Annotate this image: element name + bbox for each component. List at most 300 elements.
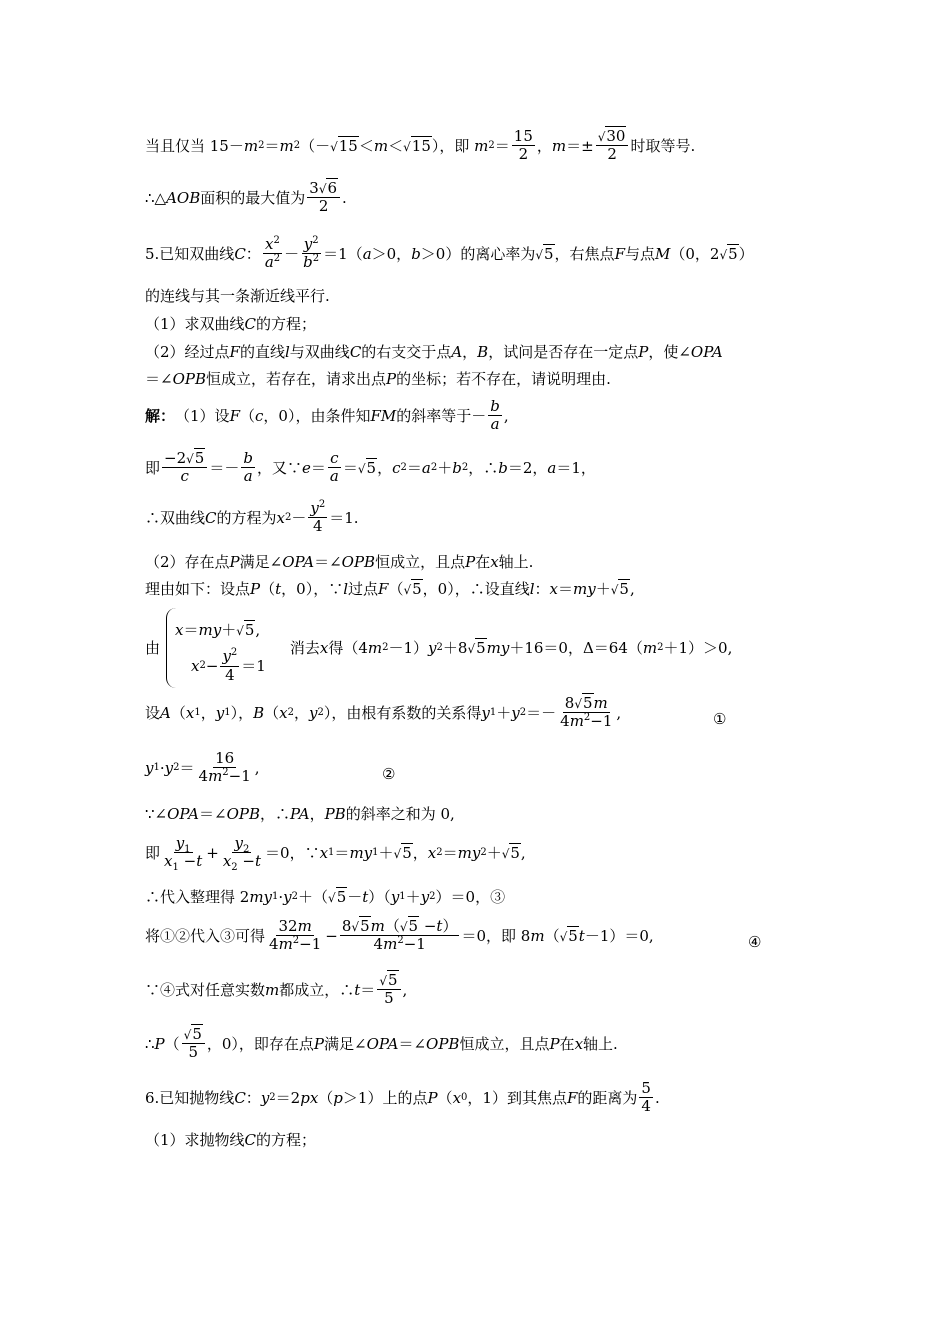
text: 5 [408,917,419,935]
text: 4 [198,767,209,786]
text [302,236,321,254]
text: ， [377,458,393,477]
text [372,936,428,953]
fraction-8sqrt5m [340,918,460,954]
text: 16 [215,749,235,767]
text: 5 [476,639,486,657]
text: . [654,1088,660,1107]
text: 的方程； [256,1131,317,1149]
radical-5 [719,245,738,263]
var-m: m [551,136,567,155]
text: ＋ [437,458,453,477]
text: , [503,406,509,425]
equation-system [166,608,270,688]
text: 4 [225,665,235,684]
text: ，∴ [468,458,499,477]
text [182,1026,205,1044]
math-variable: C [234,1088,246,1107]
math-variable: t [196,852,203,871]
text: ： [245,1088,261,1107]
math-variable: C [349,343,362,361]
text: 恒成立，且点 [375,553,466,571]
var-C: C [244,315,257,333]
text: √ [501,846,510,861]
radical [328,888,347,906]
text: （ [260,580,276,598]
math-variable: y [428,639,437,657]
text: ＋1）＞0, [663,639,733,657]
circled-2: ② [382,765,396,783]
circled-4: ④ [748,933,762,951]
subscript: 2 [231,862,238,874]
text: · [278,888,284,906]
superscript: 2 [273,235,280,246]
text: ）＝0，③ [435,888,506,906]
line-equality-condition: 当且仅当 15－ m 2 ＝ m 2 （－ √15 ＜ m ＜ √15 ），即 m 2 ＝ $\frac{15}{2}$ ， m ＝± $\frac{√30}{2}$ 时取等号. [145,127,696,164]
text: ＝ [183,621,199,639]
text: ＋（ [298,888,329,906]
math-variable: x [265,235,274,253]
text: 5 [641,1079,651,1097]
fraction-3sqrt6-over-2 [307,180,340,216]
radical [560,927,579,945]
text: ＋ [496,703,512,722]
problem-5-part-2-cont [145,370,611,388]
math-variable: y [215,703,225,722]
radical-5 [535,245,554,263]
math-variable: a [547,458,557,477]
solution-step-8 [145,805,455,823]
text: 5 [244,621,255,639]
solution-step-1 [145,398,509,434]
math-variable: x [175,621,184,639]
math-variable: c [330,449,339,467]
var-m: m [373,136,389,155]
text: , [254,758,260,777]
text: −1 [228,767,251,786]
solution-conclusion [145,1026,618,1062]
math-variable: x [490,553,499,571]
text: ＝∠ [314,553,342,571]
text: 3 [309,179,319,197]
text: （ [264,703,280,722]
radical [379,971,398,989]
math-variable: t [275,580,282,598]
text: ）， [230,703,254,722]
math-variable: B [253,703,265,722]
math-variable: F [229,406,240,425]
text [340,918,460,936]
solution-step-11 [145,918,654,954]
text: 的连线与其一条渐近线平行. [145,287,330,305]
math-variable: b [490,397,500,415]
text [307,180,340,198]
text: ＝ [310,458,326,477]
text: −1 [299,935,322,954]
text: －1）＝0, [584,926,654,945]
text: 都成立，∴ [279,980,355,999]
text: 的方程为 [216,508,277,527]
text: 的斜率之和为 0, [345,805,455,823]
math-variable: c [392,458,401,477]
solution-label: 解： [145,406,176,425]
fraction-y2-over-x2-t [221,834,263,874]
var-C: C [234,244,246,263]
radical [358,459,377,477]
math-variable: e [301,458,311,477]
math-variable: m [642,639,658,657]
math-variable: y [511,703,520,722]
text: （2）经过点 [145,343,230,361]
text: （1）求抛物线 [145,1131,245,1149]
text: √ [379,974,387,988]
text: 4 [373,935,384,954]
math-variable: OPB [226,805,260,823]
text: 8 [564,694,575,712]
text: 5 [544,244,554,263]
subscript: 1 [184,844,191,855]
text: 得（4 [328,639,368,657]
text: 4 [269,935,279,954]
superscript: 2 [292,935,300,947]
text: 恒成立，且点 [459,1034,550,1053]
text: ），即 [431,136,470,155]
math-variable: P [250,580,261,598]
text: 2 [607,145,617,164]
fraction-sqrt5-over-5 [377,972,400,1008]
text: −2 [164,449,187,467]
text: ， [309,805,325,823]
text: √ [597,130,606,144]
text: 满足∠ [324,1034,367,1053]
text: ，试问是否存在一定点 [488,343,639,361]
text: ＞1）上的点 [342,1088,428,1107]
text: （0，2 [670,244,720,263]
text: ，又∵ [256,458,302,477]
text: −1 [590,712,613,731]
text: ＝ [342,458,358,477]
text [263,254,282,271]
text [175,612,266,648]
math-variable: m [530,926,545,945]
text: √ [393,846,402,861]
problem-5-part-1 [145,315,316,333]
math-variable: x [452,1088,462,1107]
text: ），由根有系数的关系得 [323,703,482,722]
text: ）（ [368,888,391,906]
math-variable: m [370,917,385,935]
math-variable: y [420,888,430,906]
solution-step-12 [145,972,407,1008]
text: ＝± [566,136,594,155]
text: ） [442,917,458,935]
math-variable: x [191,657,200,675]
text [377,972,400,990]
fraction-b-over-a [488,398,502,434]
math-variable: OPB [172,370,206,388]
text: √ [719,247,728,262]
text: （ [437,1088,453,1107]
text: 当且仅当 15－ [145,136,244,155]
text: ＋ [378,843,394,862]
text: ＝ [334,843,350,862]
math-variable: A [160,703,171,722]
text: ∴双曲线 [145,508,206,527]
math-variable: OPA [690,343,723,361]
radical [186,449,205,467]
text: ＝ [264,136,280,155]
text: ＋8 [442,639,468,657]
subscript: 2 [242,844,250,855]
text: 轴上. [583,1034,618,1053]
math-variable: F [378,580,389,598]
solution-step-5 [145,580,635,598]
text: ＝1， [556,458,596,477]
math-variable: l [284,343,290,361]
text: √ [399,920,408,934]
radical [319,179,338,197]
superscript: 2 [312,235,319,246]
text: （ [544,926,560,945]
text [558,713,614,730]
math-variable: my [349,843,373,862]
text: + [206,843,219,862]
text: −1 [403,935,426,954]
text: 轴上. [498,553,534,571]
text: ＋ [221,621,237,639]
math-variable: x [164,852,173,871]
text: ，0），∵ [281,580,344,598]
math-variable: F [229,343,240,361]
text: 15 [513,127,533,145]
math-variable: y [164,758,174,777]
math-variable: a [490,415,500,434]
var-F: F [614,244,625,263]
math-variable: y [145,758,154,777]
math-variable: m [208,767,223,786]
superscript: 2 [583,712,591,724]
text: 的斜率等于－ [396,406,487,425]
solution-step-7: y 1 · y 2 ＝ $\frac{16}{4m^2-1}$ , [145,749,260,786]
text: ） [738,244,754,263]
math-variable: x [319,639,329,657]
problem-6-part-1 [145,1131,316,1149]
text [221,852,263,874]
text: ∵∠ [145,805,168,823]
math-variable: m [265,980,280,999]
text: 在 [475,553,491,571]
superscript: 2 [312,253,320,265]
math-variable: PB [324,805,346,823]
fraction-32m [267,918,323,954]
text: 与双曲线 [289,343,350,361]
text: ＝2 [275,1088,301,1107]
text: ， [462,343,478,361]
text: 在 [559,1034,575,1053]
text: √ [559,929,568,944]
math-variable: P [229,553,240,571]
radical-15 [330,137,359,155]
solution-step-2: 即 $\frac{-2√5}{c}$ ＝－ $\frac{b}{a}$ ，又∵ e ＝ $\frac{c}{a}$ ＝ √5 ， c 2 ＝ a 2 ＋ b 2 ，∴ b ＝2， a ＝1， [145,449,596,486]
text: ＝－ [209,458,240,477]
var-a: a [362,244,372,263]
text: 理由如下：设点 [145,580,251,598]
text: ，右焦点 [554,244,615,263]
var-M: M [655,244,671,263]
text: ＝ [494,136,510,155]
fraction-15-over-2 [512,128,535,164]
text: 4 [313,517,323,536]
text: − [419,917,437,935]
text [197,768,253,785]
text: , [616,703,622,722]
text: 的右支交于点 [361,343,452,361]
math-variable: t [578,926,585,945]
fraction-neg2sqrt5-over-c [162,450,207,486]
var-b: b [411,244,421,263]
text [263,236,282,254]
text: （ [318,1088,334,1107]
text: ＝－ [526,703,557,722]
text: √ [610,583,619,597]
superscript: 2 [397,935,404,947]
radical [611,580,630,598]
math-variable: F [566,1088,578,1107]
fraction-b-over-a [241,450,255,486]
text: √ [403,583,412,597]
math-variable: m [593,694,608,712]
subscript: 1 [172,862,179,874]
math-variable: y [175,834,185,852]
math-variable: PA [290,805,310,823]
superscript: 2 [222,767,229,779]
text: ，1）到其焦点 [467,1088,567,1107]
problem-5-statement [145,236,754,272]
text: 15 [338,136,358,155]
text: 即 [145,458,161,477]
math-variable: b [243,449,253,467]
text: （ [388,580,404,598]
radical-15 [403,137,432,155]
text: , [402,980,408,999]
text: 将①②代入③可得 [145,926,266,945]
text: ＝0，即 8 [461,926,531,945]
solution-step-6: 设 A （ x 1 ， y 1 ）， B （ x 2 ， y 2 ），由根有系数的关系得 y 1 ＋ y 2 ＝－ $\frac{8√5m}{4m^2-1}$ , [145,694,622,731]
radical [502,844,521,862]
line-max-area [145,180,347,216]
math-variable: OPB [426,1034,460,1053]
text: 5 [387,971,398,989]
solution-system: 由 x ＝ my ＋ √5 , x 2 − $\frac{y^2}{4}$ ＝1 消去 x 得（4 m 2 －1） y 2 ＋8 √5 my ＋16＝0，Δ＝64（ m 2 ＋1）＞0, [145,608,732,688]
radical [574,694,593,712]
text: √ [330,139,338,154]
math-variable: x [319,843,329,862]
math-variable: x [574,1034,584,1053]
text [162,852,204,874]
text [596,128,629,146]
text [162,450,207,468]
math-variable: t [362,888,369,906]
text: 5 [192,1025,202,1043]
text: ＋16＝0，Δ＝64（ [509,639,643,657]
math-variable: y [309,703,318,722]
math-variable: l [529,580,535,598]
problem-title: 5.已知双曲线 [145,244,235,263]
text: , [255,621,261,639]
text: ＞0）的离心率为 [420,244,536,263]
text: （ [384,917,400,935]
text: 32 [278,917,298,935]
math-variable: x [185,703,195,722]
text [301,254,321,271]
text: ，0），∴设直线 [422,580,530,598]
text: 消去 [289,639,320,657]
math-variable: b [303,253,313,272]
text: 5 [384,989,394,1008]
text: 恒成立，若存在，请求出点 [206,370,387,388]
math-variable: m [569,712,584,731]
text: 15 [411,136,431,155]
text: 2 [518,145,529,164]
math-variable: m [278,935,293,954]
text: ＜ [388,136,404,155]
math-variable: y [481,703,490,722]
math-variable: a [421,458,431,477]
fraction-sqrt5-over-5 [182,1026,205,1062]
math-variable: x [279,703,288,722]
text: √ [351,920,360,934]
fraction-sqrt30-over-2 [596,128,629,164]
text: ＝1 [241,657,266,675]
text: 的坐标；若不存在，请说明理由. [396,370,611,388]
text: x 2 − $\frac{y^2}{4}$ ＝1 [191,647,266,684]
text [174,835,193,853]
solution-step-10: ∴代入整理得 2 my 1 · y 2 ＋（ √5 － t ）（ y 1 ＋ y 2 ）＝0，③ [145,888,506,906]
text: 5 [412,580,422,598]
text: 5 [582,694,593,712]
text: （2）存在点 [145,553,230,571]
text: ＝2， [507,458,548,477]
math-variable: px [300,1088,319,1107]
math-variable: A [451,343,463,361]
radical [400,917,419,935]
text: 4 [641,1097,651,1116]
text: 5 [366,458,377,477]
math-variable: x [427,843,437,862]
text: ∴ [145,1034,155,1053]
text: − [237,852,255,871]
text: ＝0，∵ [265,843,320,862]
text: 的方程； [256,315,317,333]
text: ： [534,580,550,598]
text: ∵④式对任意实数 [145,980,266,999]
math-variable: x [222,852,232,871]
text: ， [412,843,428,862]
text: 过点 [348,580,379,598]
math-variable: P [549,1034,560,1053]
math-variable: y [303,235,313,253]
text [232,835,251,853]
text: 5 [188,1043,199,1062]
math-variable: my [573,580,596,598]
math-variable: t [436,917,443,935]
text [276,918,313,936]
math-variable: m [297,917,312,935]
text: 5 [402,843,412,862]
text: 时取等号. [630,136,696,155]
text: （ [164,1034,180,1053]
solution-step-4 [145,553,533,571]
